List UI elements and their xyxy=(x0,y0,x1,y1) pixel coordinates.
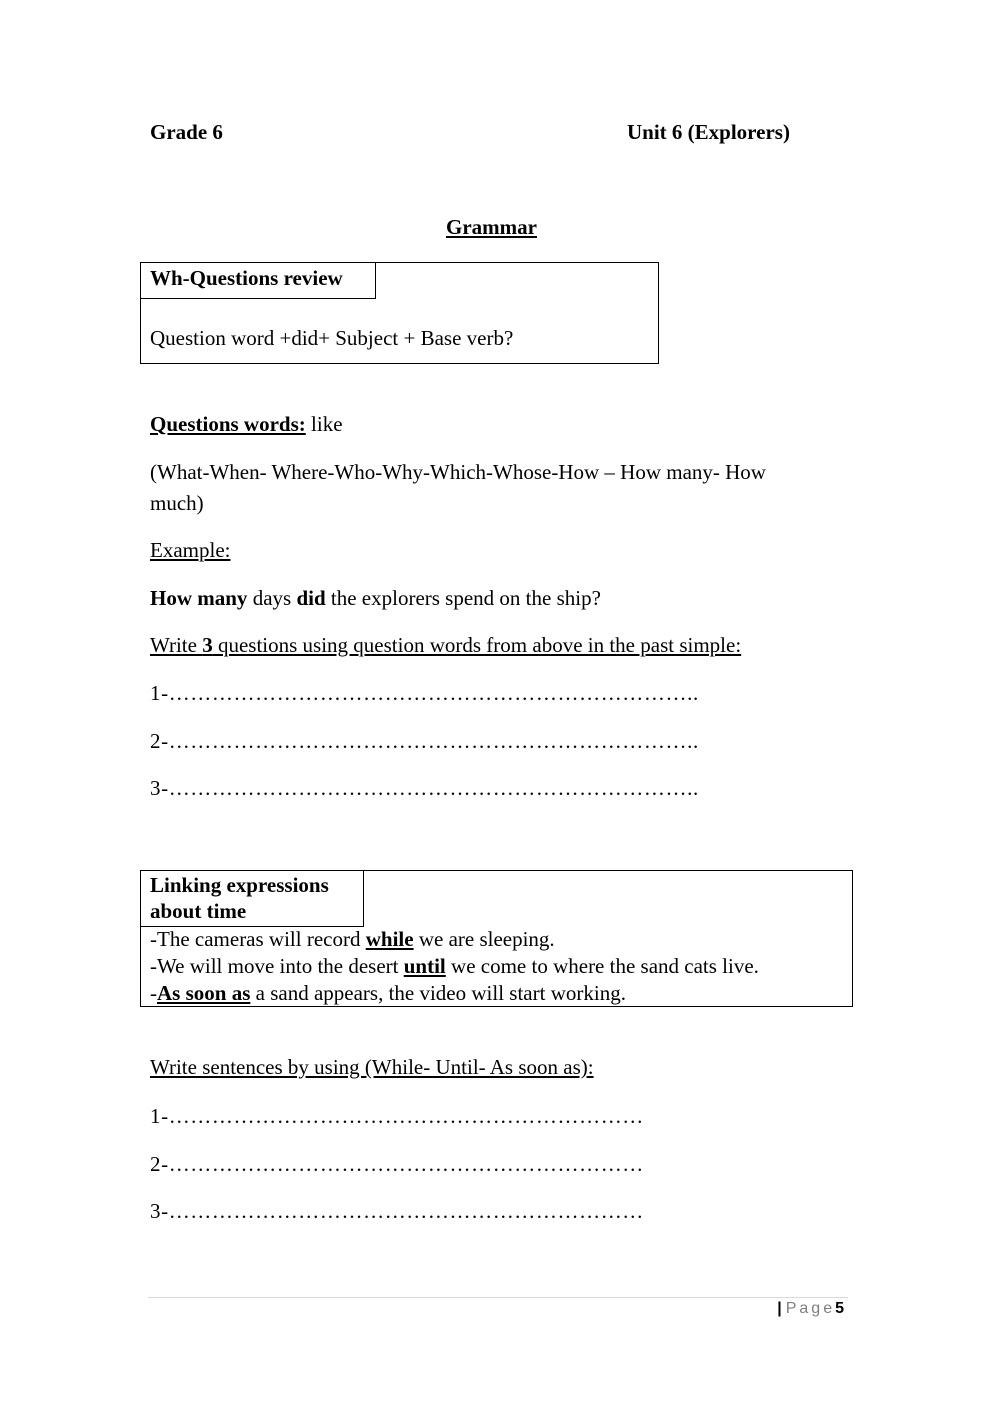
question-words-label: Questions words: xyxy=(150,412,306,436)
linking-heading-line2: about time xyxy=(150,899,247,923)
page-label: Page xyxy=(785,1300,836,1317)
page-number-footer xyxy=(777,1300,844,1318)
linking-sentence-1 xyxy=(150,927,555,952)
task1-count: 3 xyxy=(202,633,213,657)
linking-sentence-2 xyxy=(150,954,759,979)
task2-answer-line-1[interactable]: 1-………………………………………………………… xyxy=(150,1104,644,1128)
wh-questions-heading: Wh-Questions review xyxy=(141,263,376,299)
task1-suffix: questions using question words from above in the past simple: xyxy=(212,633,742,657)
linking-sentence-1-pre: -The cameras will record xyxy=(150,927,366,951)
task2-answer-line-2[interactable]: 2-………………………………………………………… xyxy=(150,1152,644,1176)
page-title: Grammar xyxy=(446,215,537,239)
task1-prefix: Write xyxy=(150,633,203,657)
task1-answer-line-2[interactable]: 2-……………………………………………………………….. xyxy=(150,729,699,753)
linking-expressions-heading xyxy=(141,871,364,927)
linking-expressions-box xyxy=(140,870,853,1007)
question-words-list-line1: (What-When- Where-Who-Why-Which-Whose-How – How many- How xyxy=(150,460,766,484)
linking-sentence-2-pre: -We will move into the desert xyxy=(150,954,404,978)
example-label: Example: xyxy=(150,538,231,562)
question-words-suffix: like xyxy=(305,412,343,436)
task2-instruction: Write sentences by using (While- Until- As soon as): xyxy=(150,1055,594,1079)
task2-answer-line-3[interactable]: 3-………………………………………………………… xyxy=(150,1199,644,1223)
linking-keyword-while: while xyxy=(365,927,414,951)
wh-questions-box xyxy=(140,262,659,364)
linking-sentence-3 xyxy=(150,981,626,1006)
grade-label: Grade 6 xyxy=(150,120,223,144)
example-bold-how-many: How many xyxy=(150,586,248,610)
task1-instruction xyxy=(150,633,741,658)
footer-divider xyxy=(148,1297,848,1298)
unit-label: Unit 6 (Explorers) xyxy=(627,120,790,144)
linking-keyword-until: until xyxy=(403,954,446,978)
footer-separator: | xyxy=(777,1300,782,1317)
question-words-line xyxy=(150,412,343,437)
linking-sentence-1-post: we are sleeping. xyxy=(413,927,555,951)
task1-answer-line-1[interactable]: 1-……………………………………………………………….. xyxy=(150,681,699,705)
example-text2: the explorers spend on the ship? xyxy=(325,586,601,610)
page-number: 5 xyxy=(835,1300,844,1317)
linking-sentence-3-post: a sand appears, the video will start working. xyxy=(250,981,626,1005)
linking-sentence-3-pre: - xyxy=(150,981,157,1005)
example-sentence xyxy=(150,586,601,611)
linking-heading-line1: Linking expressions xyxy=(150,873,329,897)
example-text1: days xyxy=(247,586,297,610)
wh-questions-formula: Question word +did+ Subject + Base verb? xyxy=(150,326,514,350)
linking-sentence-2-post: we come to where the sand cats live. xyxy=(445,954,759,978)
linking-keyword-as-soon-as: As soon as xyxy=(157,981,251,1005)
example-bold-did: did xyxy=(296,586,326,610)
question-words-list-line2: much) xyxy=(150,491,204,515)
task1-answer-line-3[interactable]: 3-……………………………………………………………….. xyxy=(150,776,699,800)
